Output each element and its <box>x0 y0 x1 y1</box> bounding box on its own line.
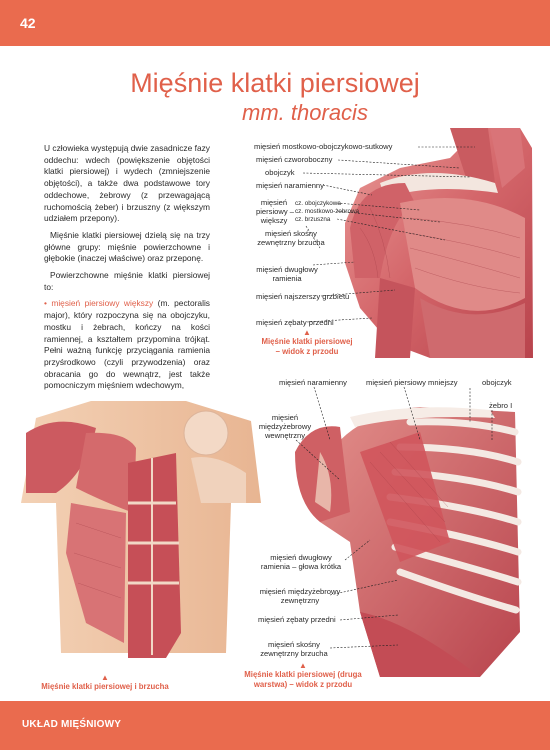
label-sternocleidomastoid: mięsień mostkowo-obojczykowo-sutkowy <box>254 142 393 151</box>
caption-deep-line-1: Mięśnie klatki piersiowej (druga <box>244 670 362 680</box>
label-deep-external-oblique-line-1: mięsień skośny <box>268 640 320 649</box>
label-part-sternocostal: cz. mostkowo-żebrowa <box>295 207 360 215</box>
caption-torso-text: Mięśnie klatki piersiowej i brzucha <box>41 682 169 692</box>
bullet-marker: • <box>44 298 47 309</box>
label-deep-clavicle: obojczyk <box>482 378 512 387</box>
caption-torso-arrow: ▲ <box>101 673 109 682</box>
intro-paragraph-3: Powierzchowne mięśnie klatki piersiowej to: <box>44 270 210 292</box>
page-number: 42 <box>20 15 36 31</box>
label-external-oblique-line-2: zewnętrzny brzucha <box>257 238 325 248</box>
label-biceps-line-1: mięsień dwugłowy <box>256 265 318 274</box>
caption-arrow: ▲ <box>303 328 311 337</box>
label-pectoralis-major-line-3: większy <box>260 216 288 226</box>
label-internal-intercostal <box>256 413 314 441</box>
caption-deep-arrow: ▲ <box>299 661 307 670</box>
label-pectoralis-minor: mięsień piersiowy mniejszy <box>366 378 458 387</box>
label-clavicle: obojczyk <box>265 168 295 177</box>
page-subtitle: mm. thoracis <box>242 100 368 125</box>
label-latissimus-dorsi: mięsień najszerszy grzbietu <box>256 292 350 301</box>
page-title: Mięśnie klatki piersiowej <box>130 68 420 98</box>
label-deep-external-oblique <box>256 640 332 658</box>
label-biceps-line-2: ramienia <box>272 274 302 284</box>
label-external-oblique-line-1: mięsień skośny <box>265 229 317 238</box>
label-biceps-short-head-line-2: ramienia – głowa krótka <box>260 562 342 572</box>
intro-paragraph-1: U człowieka występują dwie zasadnicze fazy oddechu: wdech (powiększenie objętości klatki piersiowej) i wydech (zmniejszenie objętości), a także dwa podstawowe tory oddechowe, żebrowy (z przewagającą ruchomością żeber) i brzuszny (z większym udziałem przepony). <box>44 143 210 224</box>
label-external-intercostal-line-1: mięsień międzyżebrowy <box>259 587 341 596</box>
label-pectoralis-major-line-1: mięsień <box>260 198 288 207</box>
label-biceps-short-head <box>256 553 346 571</box>
label-first-rib: żebro I <box>489 401 513 410</box>
caption-front-line-1: Mięśnie klatki piersiowej <box>261 337 353 347</box>
label-internal-intercostal-line-3: wewnętrzny <box>264 431 306 441</box>
label-trapezius: mięsień czworoboczny <box>256 155 333 164</box>
label-serratus-anterior: mięsień zębaty przedni <box>256 318 334 327</box>
label-part-clavicular: cz. obojczykowa <box>295 200 341 207</box>
caption-front-line-2: – widok z przodu <box>275 346 339 356</box>
label-biceps-short-head-line-1: mięsień dwugłowy <box>270 553 332 562</box>
label-deltoid: mięsień naramienny <box>256 181 324 190</box>
footer-section-title: UKŁAD MIĘŚNIOWY <box>22 719 122 730</box>
label-internal-intercostal-line-1: mięsień <box>271 413 299 422</box>
label-deep-deltoid: mięsień naramienny <box>279 378 347 387</box>
label-deep-external-oblique-line-2: zewnętrzny brzucha <box>260 649 328 659</box>
bullet-term: mięsień piersiowy większy <box>51 298 154 309</box>
label-deep-serratus: mięsień zębaty przedni <box>258 615 336 624</box>
caption-deep-line-2: warstwa) – widok z przodu <box>253 679 353 689</box>
label-internal-intercostal-line-2: międzyżebrowy <box>258 422 312 432</box>
label-part-abdominal: cz. brzuszna <box>295 215 331 223</box>
caption-deep-view <box>228 661 378 689</box>
label-external-intercostal <box>257 587 343 605</box>
label-pectoralis-major-line-2: piersiowy – <box>256 207 294 217</box>
bullet-description: (m. pectoralis major), który rozpoczyna się na obojczyku, mostku i żebrach, kończy na kości ramiennej, a kształtem przypomina trójkąt. Pełni ważną funkcję przyciągania ramienia przyśrodkowo (czyli przywodzenia) oraz obracania go do wewnątrz, jest także pomocniczym mięśniem wdechowym, <box>44 298 210 391</box>
label-external-intercostal-line-2: zewnętrzny <box>280 596 320 606</box>
intro-paragraph-2: Mięśnie klatki piersiowej dzielą się na trzy główne grupy: mięśnie powierzchowne i głębokie (inaczej właściwe) oraz przeponę. <box>44 229 210 264</box>
